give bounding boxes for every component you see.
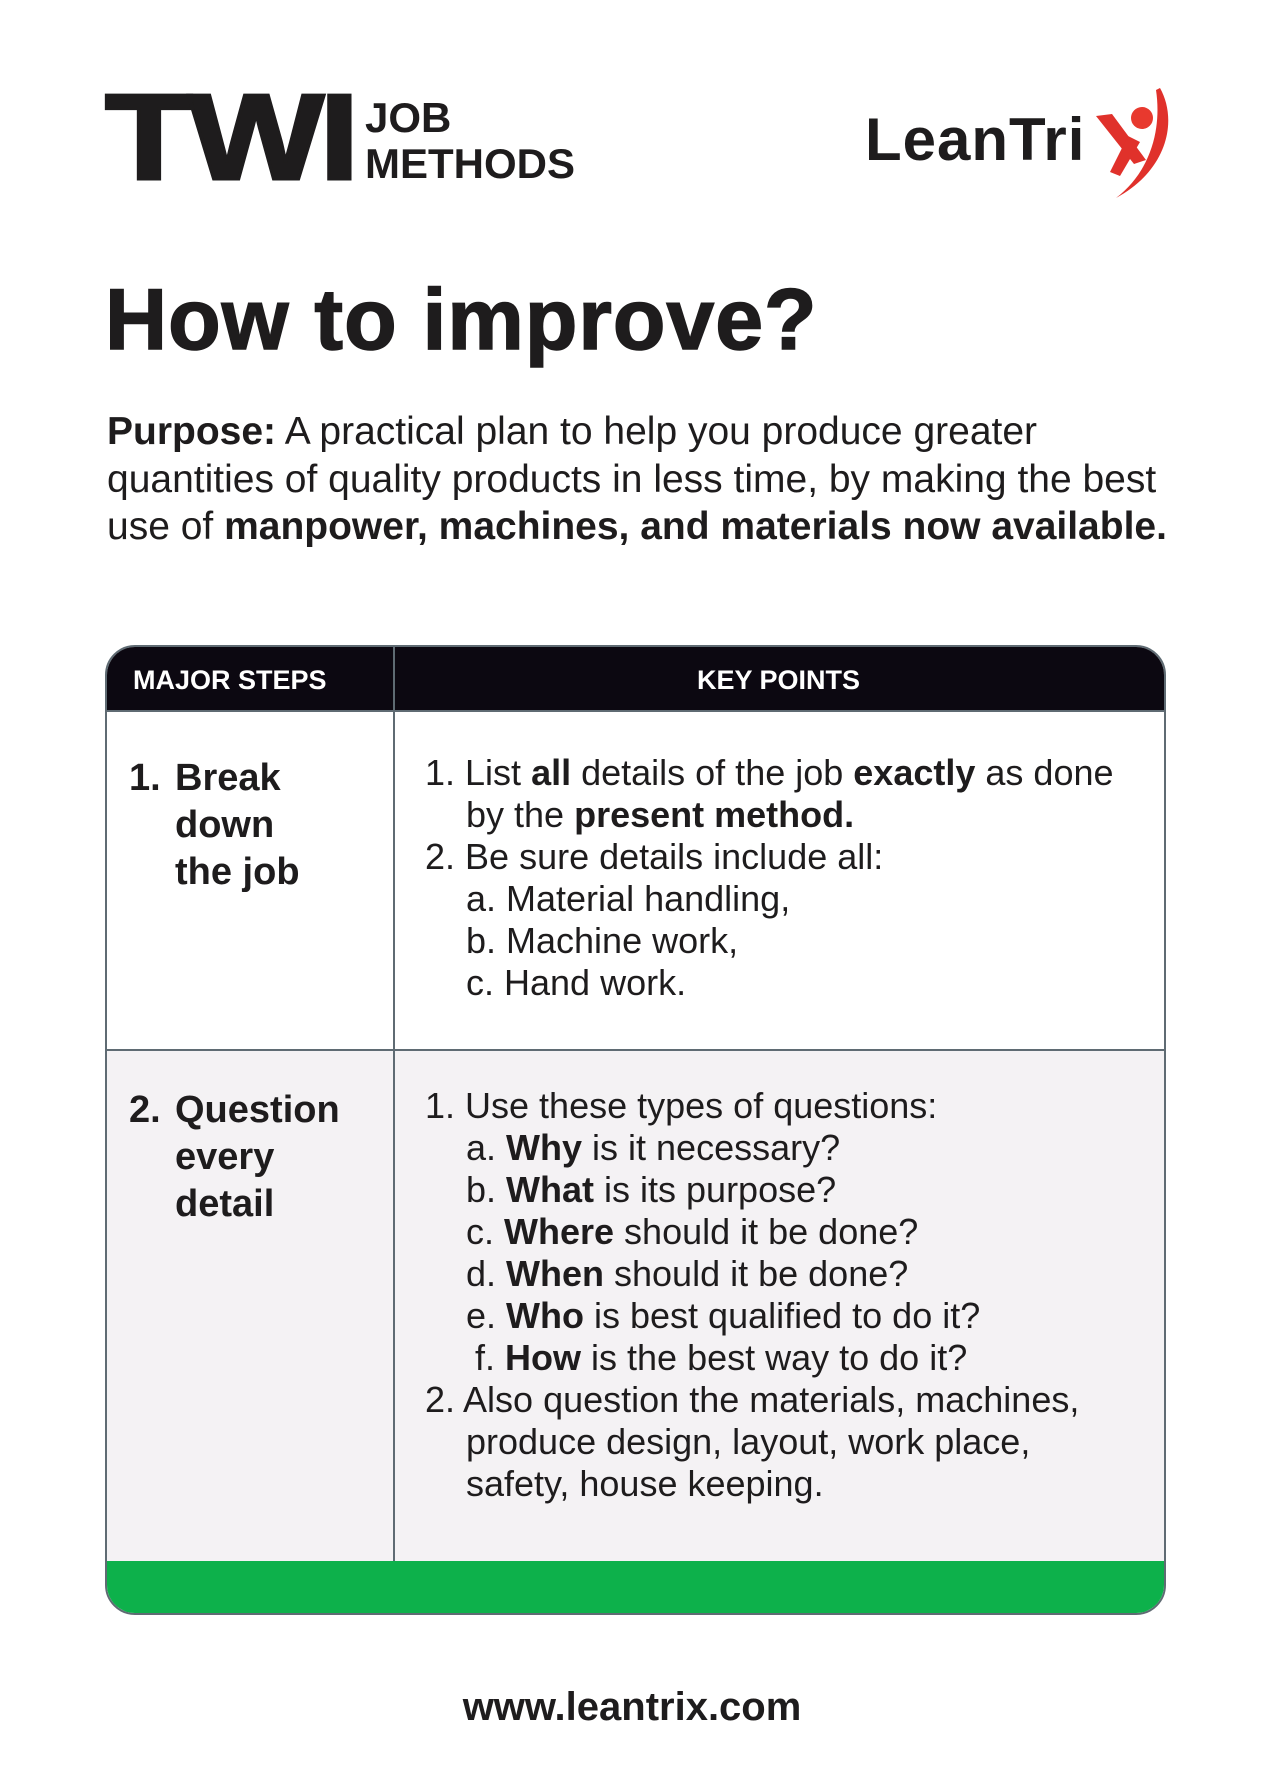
website-url[interactable]: www.leantrix.com [462,1685,802,1729]
question-who: e. Who is best qualified to do it? [466,1295,981,1336]
header-key-points: KEY POINTS [696,665,861,695]
key-point-1: 1. List all details of the job exactly as done [425,752,1114,793]
job-methods-label [365,95,575,187]
key-points-question-detail [425,1085,1154,1505]
key-point-2-cont-1: produce design, layout, work place, [466,1421,1031,1462]
question-what: b. What is its purpose? [466,1169,837,1210]
column-divider [393,647,395,1561]
purpose-emphasis: manpower, machines, and materials now available. [224,505,1167,548]
leantrix-logo [865,80,1165,200]
key-point-1: 1. Use these types of questions: [425,1085,938,1126]
job-label: JOB [365,94,452,141]
key-points-break-down [425,752,1154,1004]
key-point-2: 2. Also question the materials, machines, [425,1379,1080,1420]
x-figure-logo-icon [1090,80,1170,200]
sub-point-a: a. Material handling, [466,878,791,919]
question-when: d. When should it be done? [466,1253,909,1294]
logo-text: LeanTri [865,106,1086,173]
table-row-break-down [107,712,1164,1051]
sub-point-c: c. Hand work. [466,962,687,1003]
job-methods-table [105,645,1166,1615]
table-header [107,647,1164,712]
twi-brand: TWI [105,69,355,205]
header-major-steps: MAJOR STEPS [133,665,327,695]
table-footer-band [107,1561,1164,1613]
step-break-down: 1. Break down the job [129,757,300,893]
purpose-paragraph [107,408,1167,551]
sub-point-b: b. Machine work, [466,920,739,961]
methods-label: METHODS [365,140,575,187]
question-how: f. How is the best way to do it? [475,1337,968,1378]
question-where: c. Where should it be done? [466,1211,919,1252]
purpose-label: Purpose: [107,410,277,453]
page-title: How to improve? [105,272,818,368]
key-point-2: 2. Be sure details include all: [425,836,884,877]
key-point-2-cont-2: safety, house keeping. [466,1463,824,1504]
purpose-text: A practical plan to help you produce greater quantities of quality products in less time, by making the best use of [107,410,1157,548]
key-point-1-cont: by the present method. [466,794,855,835]
step-question-detail: 2. Question every detail [129,1089,340,1225]
table-row-question-detail [107,1051,1164,1565]
question-why: a. Why is it necessary? [466,1127,841,1168]
